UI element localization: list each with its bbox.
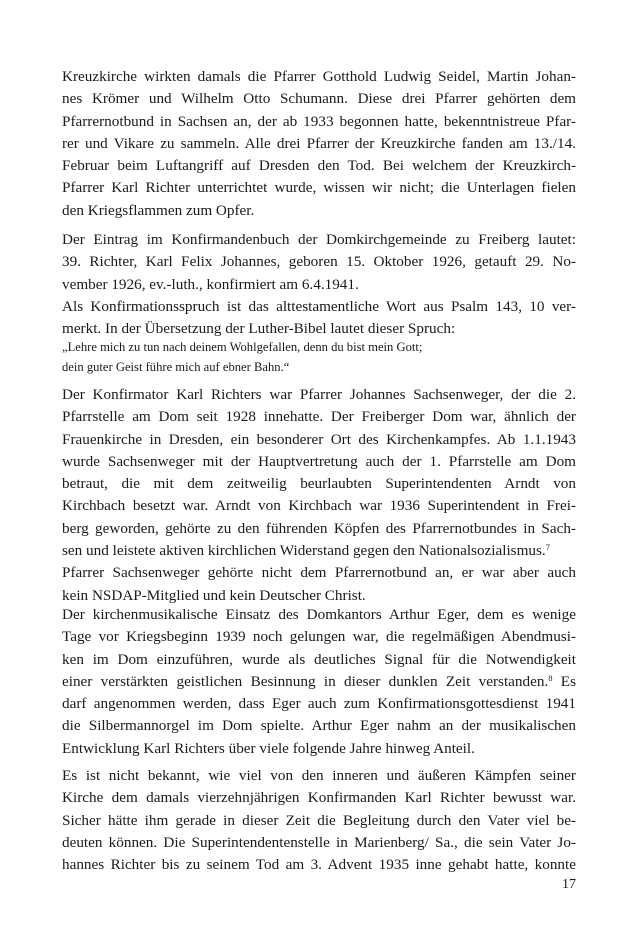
text-line: Sicher hätte ihm gerade in dieser Zeit die Begleitung durch den Vater viel be- (62, 811, 576, 829)
text-line: kein NSDAP-Mitglied und kein Deutscher Christ. (62, 586, 366, 604)
text-line: Kirchbach besetzt war. Arndt von Kirchbach war 1936 Superintendent in Frei- (62, 497, 576, 515)
footnote-marker: 8 (548, 672, 553, 683)
text-line: den Kriegsflammen zum Opfer. (62, 201, 255, 219)
text-line: deuten können. Die Superintendentenstelle in Marienberg/ Sa., die sein Vater Jo- (62, 833, 576, 851)
text-line: einer verstärkten geistlichen Besinnung in dieser dunklen Zeit verstanden. (62, 672, 549, 690)
paragraph-kreuzkirche-pfarrer (62, 66, 576, 222)
text-line: hannes Richter bis zu seinem Tod am 3. Advent 1935 inne gehabt hatte, konnte (62, 856, 576, 874)
text-line: Februar beim Luftangriff auf Dresden den Tod. Bei welchem der Kreuzkirch- (62, 157, 576, 175)
paragraph-innere-kaempfe (62, 765, 576, 876)
text-line-tail: Es (552, 672, 576, 690)
text-line: 39. Richter, Karl Felix Johannes, geboren 15. Oktober 1926, getauft 29. No- (62, 253, 576, 271)
text-line: Pfarrstelle am Dom seit 1928 innehatte. Der Freiberger Dom war, ähnlich der (62, 408, 576, 426)
text-line: Der kirchenmusikalische Einsatz des Domkantors Arthur Eger, dem es wenige (62, 606, 576, 623)
page-number: 17 (562, 877, 576, 892)
text-line: merkt. In der Übersetzung der Luther-Bibel lautet dieser Spruch: (62, 320, 456, 338)
text-line: darf angenommen werden, dass Eger auch zum Konfirmationsgottesdienst 1941 (62, 695, 576, 713)
footnote-marker: 7 (545, 542, 550, 553)
text-line: vember 1926, ev.-luth., konfirmiert am 6.4.1941. (62, 275, 359, 293)
paragraph-konfirmandenbuch (62, 229, 576, 340)
quote-line: „Lehre mich zu tun nach deinem Wohlgefallen, denn du bist mein Gott; (62, 340, 423, 354)
text-line: Es ist nicht bekannt, wie viel von den inneren und äußeren Kämpfen seiner (62, 767, 576, 784)
text-line: Entwicklung Karl Richters über viele folgende Jahre hinweg Anteil. (62, 739, 475, 757)
text-line: berg geworden, gehörte zu den führenden Köpfen des Pfarrernotbundes in Sach- (62, 519, 576, 537)
text-line: wurde Sachsenweger mit der Hauptvertretung auch der 1. Pfarrstelle am Dom (62, 452, 576, 470)
text-line: Der Eintrag im Konfirmandenbuch der Domkirchgemeinde zu Freiberg lautet: (62, 231, 576, 248)
text-line: Pfarrernotbund in Sachsen an, der ab 1933 begonnen hatte, bekenntnistreue Pfar- (62, 112, 576, 130)
text-line: sen und leistete aktiven kirchlichen Widerstand gegen den Nationalsozialismus. (62, 542, 546, 560)
text-line: Pfarrer Karl Richter unterrichtet wurde, wissen wir nicht; die Unterlagen fielen (62, 179, 576, 197)
text-line: Pfarrer Sachsenweger gehörte nicht dem Pfarrernotbund an, er war aber auch (62, 564, 576, 582)
text-line: betraut, die mit dem zeitweilig beurlaubten Superintendenten Arndt von (62, 475, 576, 493)
text-line: ken im Dom einzuführen, wurde als deutliches Signal für die Notwendigkeit (62, 650, 576, 668)
psalm-quote (62, 337, 576, 377)
text-line: Kirche dem damals vierzehnjährigen Konfirmanden Karl Richter bewusst war. (62, 789, 576, 807)
quote-line: dein guter Geist führe mich auf ebner Bahn.“ (62, 360, 290, 374)
text-line-with-footnote (62, 540, 576, 562)
text-line: Tage vor Kriegsbeginn 1939 noch gelungen war, die regelmäßigen Abendmusi- (62, 628, 576, 646)
text-line: Als Konfirmationsspruch ist das alttestamentliche Wort aus Psalm 143, 10 ver- (62, 297, 576, 315)
text-line: nes Krömer und Wilhelm Otto Schumann. Diese drei Pfarrer gehörten dem (62, 90, 576, 108)
paragraph-domkantor-eger (62, 604, 576, 760)
text-line: Der Konfirmator Karl Richters war Pfarrer Johannes Sachsenweger, der die 2. (62, 386, 576, 403)
text-line: Frauenkirche in Dresden, ein besonderer Ort des Kirchenkampfes. Ab 1.1.1943 (62, 430, 576, 448)
text-line: die Silbermannorgel im Dom spielte. Arthur Eger nahm an der musikalischen (62, 717, 576, 735)
text-line-with-footnote (62, 671, 576, 693)
text-line: Kreuzkirche wirkten damals die Pfarrer Gotthold Ludwig Seidel, Martin Johan- (62, 68, 576, 85)
text-line: rer und Vikare zu sammeln. Alle drei Pfarrer der Kreuzkirche fanden am 13./14. (62, 134, 576, 152)
paragraph-konfirmator (62, 384, 576, 607)
